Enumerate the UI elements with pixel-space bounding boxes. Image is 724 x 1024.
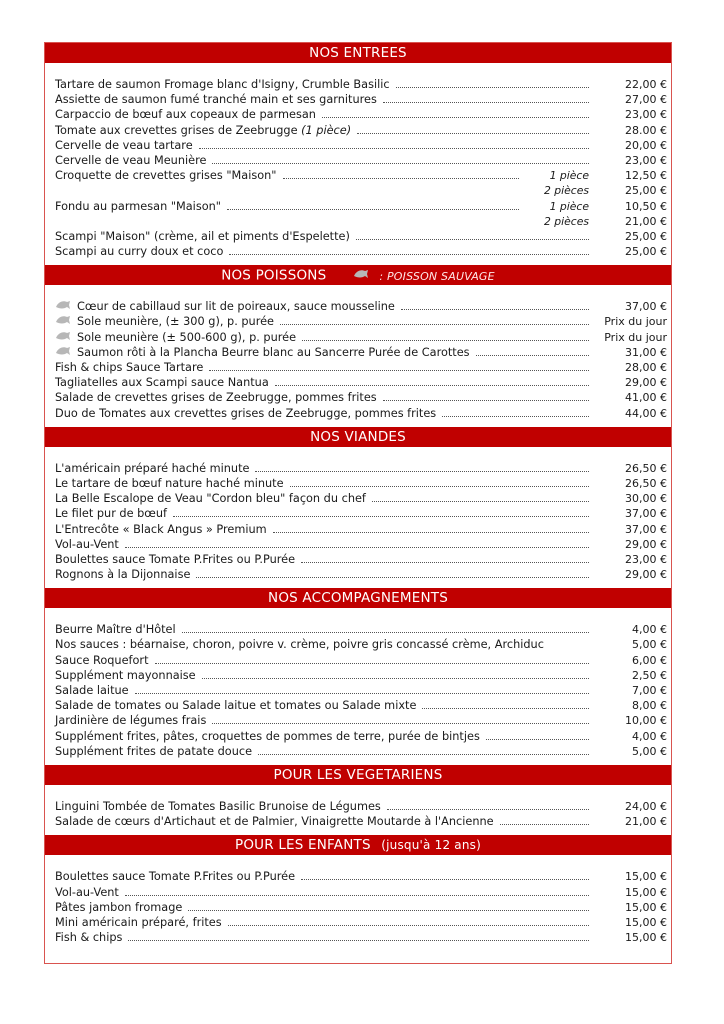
item-price: 37,00 € [625,300,667,314]
item-price: 31,00 € [625,345,667,359]
dot-leader [182,631,589,633]
item-name: Jardinière de légumes frais [55,714,207,728]
item-price: 44,00 € [625,406,667,420]
section-vegetariens [45,765,671,835]
item-note: (1 pièce) [297,123,352,137]
dot-leader [290,485,589,487]
menu-item-row [55,537,667,552]
item-name: L'Entrecôte « Black Angus » Premium [55,522,267,536]
item-price: 25,00 € [625,245,667,259]
item-price: 24,00 € [625,799,667,813]
section-header [45,765,671,785]
item-price: 10,00 € [625,714,667,728]
item-name: Mini américain préparé, frites [55,915,222,929]
item-price: 15,00 € [625,931,667,945]
menu-item-row [55,622,667,637]
menu-item-row [55,375,667,390]
dot-leader [302,339,589,341]
item-price: Prix du jour [604,330,667,344]
item-price: 20,00 € [625,138,667,152]
section-title: NOS ENTREES [309,45,407,61]
item-price: 30,00 € [625,492,667,506]
item-price: 15,00 € [625,900,667,914]
menu-item-row [55,123,667,138]
item-name: Le filet pur de bœuf [55,507,168,521]
dot-leader [273,531,589,533]
item-price: 6,00 € [632,653,667,667]
item-name: Scampi au curry doux et coco [55,245,224,259]
dot-leader [356,238,589,240]
section-header [45,265,671,285]
item-name: Linguini Tombée de Tomates Basilic Brunoise de Légumes [55,799,381,813]
menu-card [44,42,672,964]
item-name: Vol-au-Vent [55,537,119,551]
section-accompagnements [45,588,671,765]
item-name: Salade laitue [55,684,129,697]
item-price: 12,50 € [625,169,667,183]
wild-fish-icon [353,265,369,286]
menu-item-row [55,869,667,884]
section-title: NOS VIANDES [310,428,406,445]
dot-leader [322,116,589,118]
wild-fish-icon [55,300,77,310]
menu-item-row [55,107,667,122]
section-items [45,63,671,265]
dot-leader [372,500,589,502]
menu-item-row [55,390,667,405]
dot-leader [199,147,589,149]
dot-leader [228,924,589,926]
dot-leader [255,470,589,472]
menu-item-row [55,461,667,476]
item-price: 26,50 € [625,461,667,475]
menu-item-row [55,476,667,491]
item-price: 29,00 € [625,537,667,551]
item-price: 27,00 € [625,93,667,107]
item-name: Cervelle de veau Meunière [55,153,207,167]
item-name: Duo de Tomates aux crevettes grises de Zeebrugge, pommes frites [55,406,437,420]
item-price: 5,00 € [632,638,667,652]
menu-item-row [55,668,667,683]
item-price: 25,00 € [625,184,667,198]
dot-leader [486,738,589,740]
section-enfants [45,835,671,963]
item-name: Boulettes sauce Tomate P.Frites ou P.Purée [55,552,296,566]
menu-item-row [55,138,667,153]
menu-item-row [55,552,667,567]
item-quantity: 2 pièces [543,214,589,228]
item-name: Carpaccio de bœuf aux copeaux de parmesan [55,108,316,122]
dot-leader [227,208,519,210]
item-price: 29,00 € [625,376,667,390]
menu-item-row [55,522,667,537]
dot-leader [301,878,589,880]
menu-item-row [55,92,667,107]
menu-item-row [55,729,667,744]
menu-item-row [55,153,667,168]
menu-item-row [55,314,667,329]
item-name: La Belle Escalope de Veau "Cordon bleu" façon du chef [55,492,366,506]
section-items [45,447,671,589]
dot-leader [383,101,589,103]
item-price: 37,00 € [625,507,667,521]
dot-leader [357,132,589,134]
item-name: Tagliatelles aux Scampi sauce Nantua [55,376,269,390]
item-name: Sauce Roquefort [55,653,149,667]
dot-leader [212,162,589,164]
item-price: 22,00 € [625,78,667,91]
item-name: Boulettes sauce Tomate P.Frites ou P.Purée [55,870,296,884]
section-header [45,427,671,447]
menu-item-row [55,506,667,521]
menu-item-row [55,214,667,229]
section-header [45,43,671,63]
dot-leader [422,707,589,709]
item-name: Saumon rôti à la Plancha Beurre blanc au Sancerre Purée de Carottes [77,345,470,359]
menu-item-row [55,567,667,582]
item-price: 7,00 € [632,684,667,697]
menu-item-row [55,199,667,214]
section-entrees [45,43,671,265]
menu-item-row [55,653,667,668]
menu-item-row [55,183,667,198]
item-price: 28.00 € [625,123,667,137]
item-price: 23,00 € [625,552,667,566]
dot-leader [173,515,589,517]
item-price: 2,50 € [632,668,667,682]
item-price: 28,00 € [625,361,667,374]
dot-leader [125,894,589,896]
wild-fish-legend: : POISSON SAUVAGE [379,269,495,283]
item-name: Cervelle de veau tartare [55,138,193,152]
item-name: Scampi "Maison" (crème, ail et piments d'Espelette) [55,229,350,243]
item-price: 15,00 € [625,885,667,899]
item-name: Assiette de saumon fumé tranché main et ses garnitures [55,93,377,107]
section-viandes [45,427,671,589]
menu-item-row [55,799,667,814]
dot-leader [155,662,589,664]
item-price: 15,00 € [625,870,667,884]
dot-leader [135,692,589,694]
menu-item-row [55,744,667,759]
item-price: 25,00 € [625,229,667,243]
item-name: Fish & chips [55,931,123,945]
item-name: Tartare de saumon Fromage blanc d'Isigny, Crumble Basilic [55,78,390,91]
menu-item-row [55,330,667,345]
menu-item-row [55,885,667,900]
item-quantity: 1 pièce [549,169,589,183]
menu-item-row [55,713,667,728]
item-name: L'américain préparé haché minute [55,461,250,475]
menu-item-row [55,698,667,713]
item-name: Croquette de crevettes grises "Maison" [55,169,277,183]
section-items [45,608,671,765]
menu-item-row [55,637,667,652]
item-price: 8,00 € [632,699,667,713]
item-price: 23,00 € [625,153,667,167]
item-name: Beurre Maître d'Hôtel [55,623,176,637]
item-price: 4,00 € [632,623,667,637]
dot-leader [500,823,589,825]
menu-item-row [55,406,667,421]
item-name: Nos sauces : béarnaise, choron, poivre v. crème, poivre gris concassé crème, Archiduc [55,638,544,652]
section-header [45,835,671,855]
dot-leader [275,384,589,386]
item-price: 5,00 € [632,744,667,758]
menu-item-row [55,491,667,506]
menu-item-row [55,229,667,244]
dot-leader [401,308,589,310]
item-name: Supplément mayonnaise [55,668,196,682]
menu-item-row [55,244,667,259]
item-price: 41,00 € [625,391,667,405]
item-price: 37,00 € [625,522,667,536]
item-name: Salade de crevettes grises de Zeebrugge, pommes frites [55,391,377,405]
item-quantity: 1 pièce [549,199,589,213]
section-items [45,785,671,835]
wild-fish-icon [55,331,77,341]
dot-leader [202,677,589,679]
dot-leader [283,177,520,179]
item-name: Vol-au-Vent [55,885,119,899]
dot-leader [128,939,589,941]
item-name: Salade de cœurs d'Artichaut et de Palmier, Vinaigrette Moutarde à l'Ancienne [55,815,494,829]
menu-item-row [55,915,667,930]
menu-item-row [55,345,667,360]
menu-item-row [55,299,667,314]
dot-leader [258,753,589,755]
dot-leader [476,354,589,356]
wild-fish-icon [55,346,77,356]
item-price: 15,00 € [625,915,667,929]
section-title: POUR LES VEGETARIENS [273,766,443,783]
dot-leader [188,909,589,911]
menu-item-row [55,900,667,915]
item-price: 26,50 € [625,476,667,490]
menu-item-row [55,930,667,945]
section-items [45,285,671,427]
menu-item-row [55,814,667,829]
item-quantity: 2 pièces [543,184,589,198]
item-name: Fondu au parmesan "Maison" [55,199,221,213]
item-name: Le tartare de bœuf nature haché minute [55,476,284,490]
dot-leader [229,253,589,255]
wild-fish-icon [55,315,77,325]
item-name: Sole meunière (± 500-600 g), p. purée [77,330,297,344]
menu-item-row [55,168,667,183]
item-name: Tomate aux crevettes grises de Zeebrugge (1 pièce) [55,123,352,137]
item-name: Cœur de cabillaud sur lit de poireaux, sauce mousseline [77,300,395,314]
section-items [45,855,671,963]
menu-item-row [55,683,667,698]
dot-leader [383,399,589,401]
section-subtitle: (jusqu'à 12 ans) [381,838,481,853]
item-price: 10,50 € [625,199,667,213]
item-price: 21,00 € [625,815,667,829]
menu-item-row [55,77,667,92]
dot-leader [396,86,589,88]
item-name: Pâtes jambon fromage [55,900,183,914]
dot-leader [442,415,589,417]
item-price: 4,00 € [632,729,667,743]
item-price: 29,00 € [625,568,667,582]
item-name: Supplément frites de patate douce [55,744,253,758]
dot-leader [125,546,589,548]
item-price: 23,00 € [625,108,667,122]
section-title: NOS POISSONS [221,267,327,284]
item-name: Rognons à la Dijonnaise [55,568,191,582]
item-name: Sole meunière, (± 300 g), p. purée [77,315,275,329]
section-header [45,588,671,608]
item-price: 21,00 € [625,214,667,228]
item-name: Fish & chips Sauce Tartare [55,361,204,374]
dot-leader [301,561,589,563]
dot-leader [387,808,589,810]
dot-leader [196,576,589,578]
menu-item-row [55,360,667,375]
dot-leader [212,722,589,724]
item-name: Supplément frites, pâtes, croquettes de pommes de terre, purée de bintjes [55,729,480,743]
section-title: POUR LES ENFANTS [235,837,371,854]
section-poissons [45,265,671,427]
dot-leader [209,369,589,371]
item-name: Salade de tomates ou Salade laitue et tomates ou Salade mixte [55,699,417,713]
item-price: Prix du jour [604,315,667,329]
section-title: NOS ACCOMPAGNEMENTS [268,590,448,607]
dot-leader [280,323,589,325]
